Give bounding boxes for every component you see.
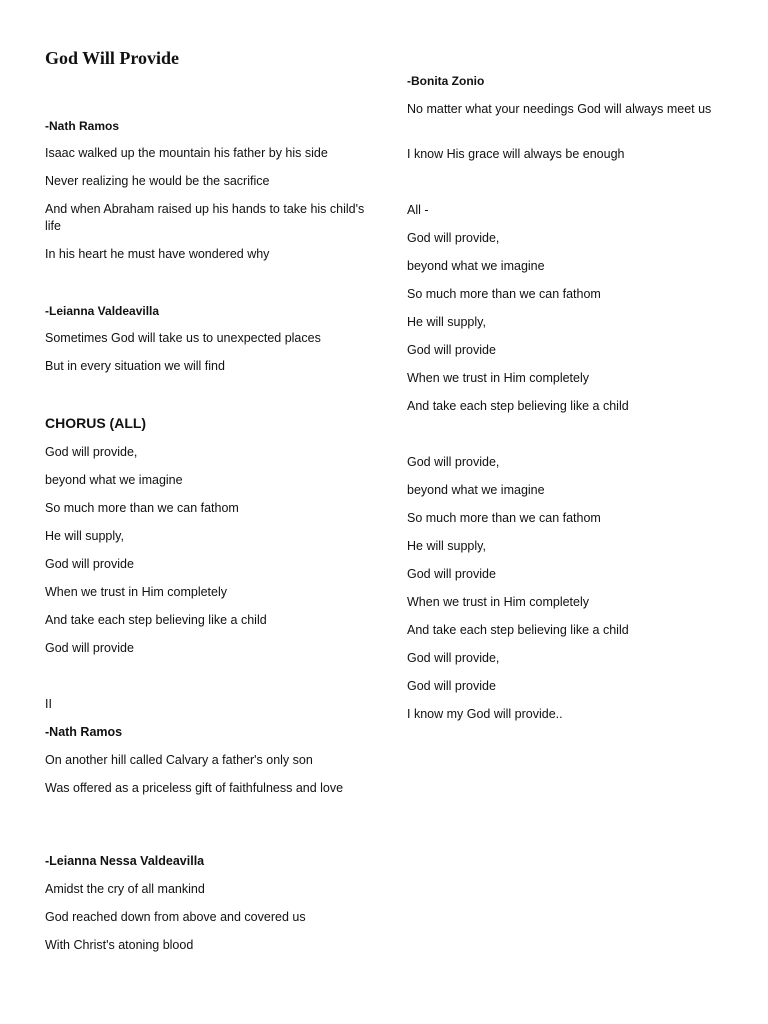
lyric-line: God will provide, [407,651,500,665]
lyric-line: And take each step believing like a child [45,613,267,627]
lyric-line: beyond what we imagine [45,473,183,487]
lyric-line: When we trust in Him completely [407,595,590,609]
lyric-line: When we trust in Him completely [407,371,590,385]
lyric-line: On another hill called Calvary a father's only son [45,753,313,767]
part-marker: II [45,697,52,711]
lyric-line: So much more than we can fathom [45,501,239,515]
lyric-line: Isaac walked up the mountain his father by his side [45,146,328,160]
lyric-line: And take each step believing like a child [407,623,629,637]
lyric-line: He will supply, [407,539,486,553]
lyric-line: God will provide [45,557,134,571]
speaker-label: -Nath Ramos [45,725,123,739]
song-title: God Will Provide [45,48,180,68]
lyric-line: Sometimes God will take us to unexpected places [45,331,321,345]
speaker-label: -Nath Ramos [45,119,120,133]
speaker-label: -Leianna Nessa Valdeavilla [45,854,205,868]
lyric-line: beyond what we imagine [407,259,545,273]
lyric-line: He will supply, [45,529,124,543]
lyric-line: With Christ's atoning blood [45,938,194,952]
lyric-line: So much more than we can fathom [407,287,601,301]
lyric-line: God will provide [407,343,496,357]
lyric-line: God will provide, [407,455,500,469]
lyric-line: I know His grace will always be enough [407,147,625,161]
lyric-line: No matter what your needings God will always meet us [407,102,712,116]
lyric-line: But in every situation we will find [45,359,225,373]
lyric-line: And when Abraham raised up his hands to take his child's life [45,202,365,233]
lyric-line: So much more than we can fathom [407,511,601,525]
lyric-line: Never realizing he would be the sacrifice [45,174,270,188]
speaker-label: -Bonita Zonio [407,74,485,88]
lyric-line: God will provide [407,567,496,581]
lyric-line: And take each step believing like a child [407,399,629,413]
lyric-line: Was offered as a priceless gift of faithfulness and love [45,781,344,795]
lyric-line: God will provide, [45,445,138,459]
lyric-line: God will provide, [407,231,500,245]
lyric-line: beyond what we imagine [407,483,545,497]
lyric-line: In his heart he must have wondered why [45,247,270,261]
speaker-label: -Leianna Valdeavilla [45,304,160,318]
lyric-line: God will provide [45,641,134,655]
chorus-heading: CHORUS (ALL) [45,415,147,431]
lyric-line: Amidst the cry of all mankind [45,882,205,896]
lyric-line: He will supply, [407,315,486,329]
lyric-line: When we trust in Him completely [45,585,228,599]
lyric-line: I know my God will provide.. [407,707,563,721]
lyric-line: God reached down from above and covered us [45,910,306,924]
lyric-line: God will provide [407,679,496,693]
all-label: All - [407,203,429,217]
